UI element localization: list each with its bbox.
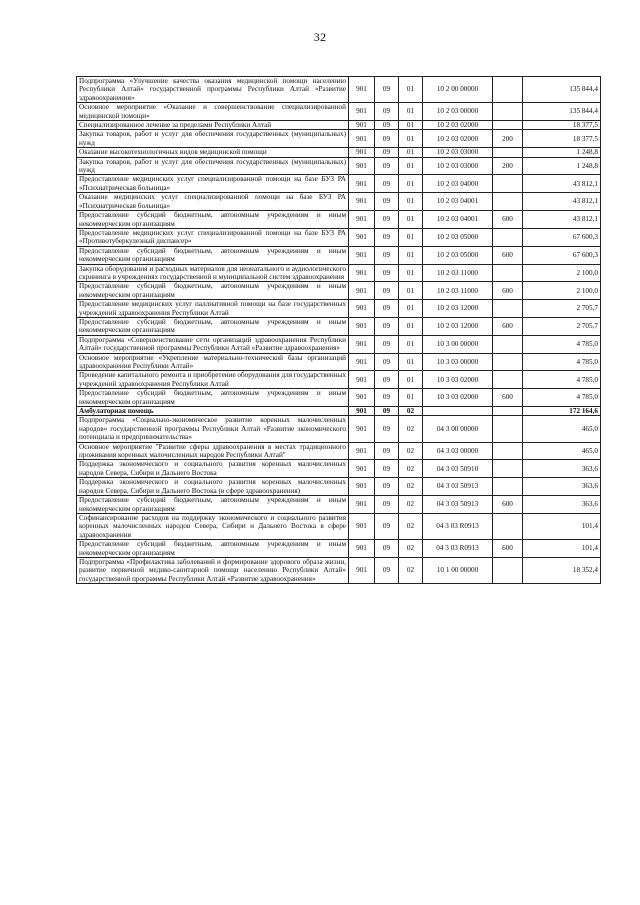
grbs-cell: 901: [349, 513, 375, 539]
table-row: [77, 300, 601, 318]
table-row: [77, 389, 601, 407]
table-row: [77, 540, 601, 558]
grbs-cell: 901: [349, 175, 375, 193]
amount-cell: 2 705,7: [523, 300, 601, 318]
row-name-cell: Поддержка экономического и социального развития коренных малочисленных народов Севера, Сибири и Дальнего Востока (в сфере здравоохранения): [77, 478, 349, 496]
row-name-cell: Предоставление медицинских услуг специализированной помощи на базе БУЗ РА «Психиатрическая больница»: [77, 175, 349, 193]
row-name-cell: Оказание медицинских услуг специализированной помощи на базе БУЗ РА «Психиатрическая больница»: [77, 193, 349, 211]
section-cell: 09: [375, 478, 399, 496]
row-name-cell: Софинансирование расходов на поддержку экономического и социального развития коренных малочисленных народов Севера, Сибири и Дальнего Востока в сфере здравоохранения: [77, 513, 349, 539]
grbs-cell: 901: [349, 496, 375, 514]
target-article-cell: 10 2 03 11000: [423, 282, 493, 300]
target-article-cell: 10 2 03 05000: [423, 246, 493, 264]
amount-cell: 4 785,0: [523, 335, 601, 353]
expense-type-cell: [493, 77, 523, 103]
table-row: [77, 175, 601, 193]
amount-cell: 2 100,0: [523, 282, 601, 300]
section-cell: 09: [375, 513, 399, 539]
target-article-cell: 10 2 03 04001: [423, 193, 493, 211]
grbs-cell: 901: [349, 148, 375, 157]
target-article-cell: 10 2 03 04001: [423, 211, 493, 229]
expense-type-cell: 600: [493, 317, 523, 335]
expense-type-cell: [493, 228, 523, 246]
section-cell: 09: [375, 353, 399, 371]
grbs-cell: 901: [349, 246, 375, 264]
row-name-cell: Основное мероприятие "Развитие сферы здравоохранения в местах традиционного проживания коренных малочисленных народов Республики Алтай": [77, 442, 349, 460]
grbs-cell: 901: [349, 371, 375, 389]
subsection-cell: 01: [399, 211, 423, 229]
grbs-cell: 901: [349, 407, 375, 416]
expense-type-cell: [493, 264, 523, 282]
expense-type-cell: [493, 335, 523, 353]
row-name-cell: Оказание высокотехнологичных видов медицинской помощи: [77, 148, 349, 157]
target-article-cell: 10 3 00 00000: [423, 335, 493, 353]
grbs-cell: 901: [349, 103, 375, 121]
grbs-cell: 901: [349, 460, 375, 478]
section-cell: 09: [375, 496, 399, 514]
target-article-cell: 10 2 00 00000: [423, 77, 493, 103]
expense-type-cell: [493, 442, 523, 460]
grbs-cell: 901: [349, 228, 375, 246]
section-cell: 09: [375, 103, 399, 121]
section-cell: 09: [375, 228, 399, 246]
subsection-cell: 01: [399, 353, 423, 371]
row-name-cell: Закупка товаров, работ и услуг для обеспечения государственных (муниципальных) нужд: [77, 157, 349, 175]
amount-cell: 1 248,8: [523, 148, 601, 157]
table-row: [77, 121, 601, 130]
row-name-cell: Предоставление субсидий бюджетным, автономным учреждениям и иным некоммерческим организациям: [77, 496, 349, 514]
subsection-cell: 02: [399, 513, 423, 539]
grbs-cell: 901: [349, 77, 375, 103]
target-article-cell: 10 3 03 02000: [423, 389, 493, 407]
grbs-cell: 901: [349, 282, 375, 300]
expense-type-cell: 600: [493, 211, 523, 229]
table-row: [77, 557, 601, 583]
subsection-cell: 01: [399, 389, 423, 407]
expense-type-cell: [493, 513, 523, 539]
amount-cell: 2 100,0: [523, 264, 601, 282]
amount-cell: 43 812,1: [523, 175, 601, 193]
table-row: [77, 193, 601, 211]
table-row: [77, 317, 601, 335]
section-cell: 09: [375, 148, 399, 157]
row-name-cell: Проведение капитального ремонта и приобретение оборудования для государственных учреждений здравоохранения Республики Алтай: [77, 371, 349, 389]
row-name-cell: Основное мероприятие «Укрепление материально-технической базы организаций здравоохранения Республики Алтай»: [77, 353, 349, 371]
table-row: [77, 407, 601, 416]
table-row: [77, 148, 601, 157]
table-row: [77, 282, 601, 300]
expense-type-cell: 200: [493, 157, 523, 175]
section-cell: 09: [375, 246, 399, 264]
expense-type-cell: [493, 478, 523, 496]
subsection-cell: 01: [399, 264, 423, 282]
table-row: [77, 416, 601, 442]
subsection-cell: 01: [399, 282, 423, 300]
subsection-cell: 02: [399, 540, 423, 558]
target-article-cell: 04 3 03 50910: [423, 460, 493, 478]
section-cell: 09: [375, 389, 399, 407]
section-cell: 09: [375, 157, 399, 175]
amount-cell: 67 600,3: [523, 228, 601, 246]
amount-cell: 135 844,4: [523, 103, 601, 121]
subsection-cell: 02: [399, 496, 423, 514]
subsection-cell: 01: [399, 246, 423, 264]
expense-type-cell: [493, 175, 523, 193]
target-article-cell: 04 3 03 00000: [423, 442, 493, 460]
subsection-cell: 01: [399, 228, 423, 246]
target-article-cell: 10 2 03 12000: [423, 300, 493, 318]
target-article-cell: 10 2 03 02000: [423, 121, 493, 130]
target-article-cell: 10 2 03 02000: [423, 130, 493, 148]
grbs-cell: 901: [349, 121, 375, 130]
expense-type-cell: [493, 193, 523, 211]
amount-cell: 4 785,0: [523, 371, 601, 389]
target-article-cell: 10 2 03 12000: [423, 317, 493, 335]
table-row: [77, 371, 601, 389]
amount-cell: 135 844,4: [523, 77, 601, 103]
expense-type-cell: 600: [493, 282, 523, 300]
expense-type-cell: 600: [493, 496, 523, 514]
row-name-cell: Предоставление субсидий бюджетным, автономным учреждениям и иным некоммерческим организациям: [77, 540, 349, 558]
amount-cell: 465,0: [523, 416, 601, 442]
amount-cell: 363,6: [523, 496, 601, 514]
subsection-cell: 01: [399, 317, 423, 335]
grbs-cell: 901: [349, 157, 375, 175]
section-cell: 09: [375, 300, 399, 318]
expense-type-cell: 200: [493, 130, 523, 148]
grbs-cell: 901: [349, 557, 375, 583]
subsection-cell: 01: [399, 193, 423, 211]
table-row: [77, 157, 601, 175]
grbs-cell: 901: [349, 353, 375, 371]
section-cell: 09: [375, 371, 399, 389]
grbs-cell: 901: [349, 540, 375, 558]
subsection-cell: 01: [399, 175, 423, 193]
subsection-cell: 02: [399, 442, 423, 460]
subsection-cell: 01: [399, 148, 423, 157]
target-article-cell: 10 2 03 05000: [423, 228, 493, 246]
subsection-cell: 02: [399, 416, 423, 442]
amount-cell: 363,6: [523, 478, 601, 496]
target-article-cell: 04 3 03 R0913: [423, 513, 493, 539]
expense-type-cell: 600: [493, 540, 523, 558]
amount-cell: 172 164,6: [523, 407, 601, 416]
amount-cell: 465,0: [523, 442, 601, 460]
row-name-cell: Предоставление субсидий бюджетным, автономным учреждениям и иным некоммерческим организациям: [77, 246, 349, 264]
row-name-cell: Амбулаторная помощь: [77, 407, 349, 416]
row-name-cell: Предоставление субсидий бюджетным, автономным учреждениям и иным некоммерческим организациям: [77, 317, 349, 335]
target-article-cell: 10 2 03 00000: [423, 103, 493, 121]
subsection-cell: 02: [399, 407, 423, 416]
row-name-cell: Подпрограмма «Улучшение качества оказания медицинской помощи населению Республики Алтай» государственной программы Республики Алтай «Развитие здравоохранения»: [77, 77, 349, 103]
row-name-cell: Подпрограмма «Совершенствование сети организаций здравоохранения Республики Алтай» государственной программы Республики Алтай «Развитие здравоохранения»: [77, 335, 349, 353]
target-article-cell: 10 2 03 03000: [423, 157, 493, 175]
target-article-cell: 10 2 03 11000: [423, 264, 493, 282]
row-name-cell: Предоставление медицинских услуг специализированной помощи на базе БУЗ РА «Противотуберкулезный диспансер»: [77, 228, 349, 246]
subsection-cell: 01: [399, 335, 423, 353]
expense-type-cell: [493, 371, 523, 389]
row-name-cell: Предоставление медицинских услуг паллиативной помощи на базе государственных учреждений здравоохранения Республики Алтай: [77, 300, 349, 318]
section-cell: 09: [375, 211, 399, 229]
grbs-cell: 901: [349, 300, 375, 318]
subsection-cell: 02: [399, 478, 423, 496]
table-row: [77, 335, 601, 353]
section-cell: 09: [375, 407, 399, 416]
table-row: [77, 478, 601, 496]
amount-cell: 43 812,1: [523, 211, 601, 229]
section-cell: 09: [375, 557, 399, 583]
expense-type-cell: [493, 407, 523, 416]
section-cell: 09: [375, 264, 399, 282]
section-cell: 09: [375, 193, 399, 211]
subsection-cell: 01: [399, 103, 423, 121]
target-article-cell: [423, 407, 493, 416]
table-row: [77, 246, 601, 264]
amount-cell: 101,4: [523, 540, 601, 558]
row-name-cell: Поддержка экономического и социального развития коренных малочисленных народов Севера, Сибири и Дальнего Востока: [77, 460, 349, 478]
section-cell: 09: [375, 121, 399, 130]
amount-cell: 2 705,7: [523, 317, 601, 335]
row-name-cell: Подпрограмма «Профилактика заболеваний и формирование здорового образа жизни, развитие первичной медико-санитарной помощи населению Республики Алтай» государственной программы Республики Алтай «Развитие здравоохранения»: [77, 557, 349, 583]
grbs-cell: 901: [349, 264, 375, 282]
row-name-cell: Предоставление субсидий бюджетным, автономным учреждениям и иным некоммерческим организациям: [77, 389, 349, 407]
amount-cell: 1 248,8: [523, 157, 601, 175]
section-cell: 09: [375, 460, 399, 478]
amount-cell: 101,4: [523, 513, 601, 539]
target-article-cell: 04 3 03 50913: [423, 496, 493, 514]
grbs-cell: 901: [349, 317, 375, 335]
subsection-cell: 01: [399, 371, 423, 389]
amount-cell: 18 377,5: [523, 130, 601, 148]
row-name-cell: Предоставление субсидий бюджетным, автономным учреждениям и иным некоммерческим организациям: [77, 282, 349, 300]
expense-type-cell: [493, 557, 523, 583]
expense-type-cell: [493, 460, 523, 478]
grbs-cell: 901: [349, 478, 375, 496]
budget-table: [76, 76, 601, 584]
row-name-cell: Предоставление субсидий бюджетным, автономным учреждениям и иным некоммерческим организациям: [77, 211, 349, 229]
section-cell: 09: [375, 130, 399, 148]
section-cell: 09: [375, 77, 399, 103]
section-cell: 09: [375, 335, 399, 353]
target-article-cell: 04 3 03 R0913: [423, 540, 493, 558]
grbs-cell: 901: [349, 211, 375, 229]
row-name-cell: Основное мероприятие «Оказание и совершенствование специализированной медицинской помощи»: [77, 103, 349, 121]
target-article-cell: 10 2 03 04000: [423, 175, 493, 193]
row-name-cell: Закупка оборудования и расходных материалов для неонатального и аудиологического скрининга в учреждениях государственной и муниципальной систем здравоохранения: [77, 264, 349, 282]
expense-type-cell: [493, 416, 523, 442]
amount-cell: 18 352,4: [523, 557, 601, 583]
amount-cell: 43 812,1: [523, 193, 601, 211]
subsection-cell: 01: [399, 157, 423, 175]
expense-type-cell: [493, 103, 523, 121]
target-article-cell: 04 3 00 00000: [423, 416, 493, 442]
grbs-cell: 901: [349, 389, 375, 407]
grbs-cell: 901: [349, 193, 375, 211]
table-row: [77, 103, 601, 121]
subsection-cell: 02: [399, 557, 423, 583]
subsection-cell: 01: [399, 121, 423, 130]
grbs-cell: 901: [349, 335, 375, 353]
table-row: [77, 130, 601, 148]
amount-cell: 4 785,0: [523, 353, 601, 371]
target-article-cell: 10 3 03 00000: [423, 353, 493, 371]
section-cell: 09: [375, 442, 399, 460]
table-row: [77, 264, 601, 282]
section-cell: 09: [375, 175, 399, 193]
expense-type-cell: 600: [493, 246, 523, 264]
table-row: [77, 442, 601, 460]
table-row: [77, 228, 601, 246]
table-row: [77, 211, 601, 229]
expense-type-cell: [493, 300, 523, 318]
subsection-cell: 01: [399, 300, 423, 318]
page-number: 32: [313, 30, 327, 44]
grbs-cell: 901: [349, 442, 375, 460]
section-cell: 09: [375, 540, 399, 558]
amount-cell: 363,6: [523, 460, 601, 478]
amount-cell: 18 377,5: [523, 121, 601, 130]
target-article-cell: 10 3 03 02000: [423, 371, 493, 389]
row-name-cell: Подпрограмма «Социально-экономическое развитие коренных малочисленных народов» государственной программы Республики Алтай «Развитие экономического потенциала и предпринимательства»: [77, 416, 349, 442]
expense-type-cell: [493, 353, 523, 371]
subsection-cell: 01: [399, 130, 423, 148]
table-row: [77, 513, 601, 539]
subsection-cell: 01: [399, 77, 423, 103]
table-row: [77, 460, 601, 478]
amount-cell: 67 600,3: [523, 246, 601, 264]
table-row: [77, 496, 601, 514]
table-row: [77, 353, 601, 371]
target-article-cell: 10 1 00 00000: [423, 557, 493, 583]
expense-type-cell: [493, 121, 523, 130]
subsection-cell: 02: [399, 460, 423, 478]
section-cell: 09: [375, 317, 399, 335]
expense-type-cell: [493, 148, 523, 157]
section-cell: 09: [375, 282, 399, 300]
section-cell: 09: [375, 416, 399, 442]
target-article-cell: 04 3 03 50913: [423, 478, 493, 496]
grbs-cell: 901: [349, 130, 375, 148]
target-article-cell: 10 2 03 03000: [423, 148, 493, 157]
expense-type-cell: 600: [493, 389, 523, 407]
table-row: [77, 77, 601, 103]
amount-cell: 4 785,0: [523, 389, 601, 407]
row-name-cell: Закупка товаров, работ и услуг для обеспечения государственных (муниципальных) нужд: [77, 130, 349, 148]
row-name-cell: Специализированное лечение за пределами Республики Алтай: [77, 121, 349, 130]
grbs-cell: 901: [349, 416, 375, 442]
